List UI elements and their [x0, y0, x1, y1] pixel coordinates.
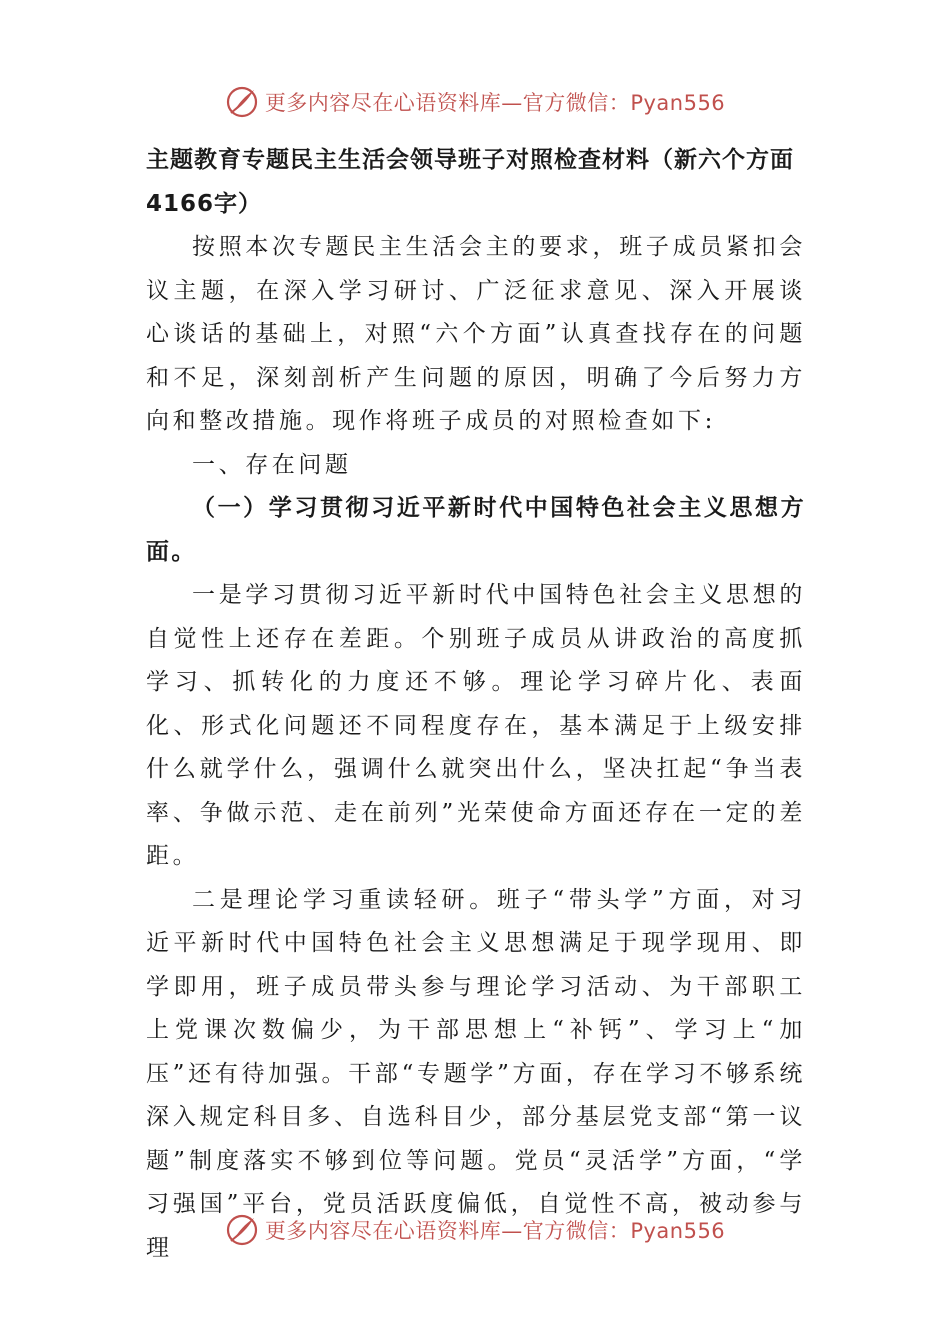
document-body [146, 138, 806, 1270]
intro-paragraph: 按照本次专题民主生活会主的要求，班子成员紧扣会议主题，在深入学习研讨、广泛征求意见、深入开展谈心谈话的基础上，对照“六个方面”认真查找存在的问题和不足，深刻剖析产生问题的原因，明确了今后努力方向和整改措施。现作将班子成员的对照检查如下: [146, 234, 806, 434]
subsection-heading: （一）学习贯彻习近平新时代中国特色社会主义思想方面。 [146, 495, 806, 565]
header-banner [0, 80, 950, 124]
banner-text: 更多内容尽在心语资料库—官方微信：Pyan556 [264, 91, 726, 115]
banner-text: 更多内容尽在心语资料库—官方微信：Pyan556 [264, 1219, 726, 1243]
wechat-id: Pyan556 [630, 91, 726, 115]
quill-in-circle-icon [225, 85, 259, 119]
footer-banner [0, 1208, 950, 1252]
quill-in-circle-icon [225, 1213, 259, 1247]
wechat-id: Pyan556 [630, 1219, 726, 1243]
document-title: 主题教育专题民主生活会领导班子对照检查材料（新六个方面4166字） [146, 147, 794, 217]
paragraph-2: 二是理论学习重读轻研。班子“带头学”方面，对习近平新时代中国特色社会主义思想满足于现学现用、即学即用，班子成员带头参与理论学习活动、为干部职工上党课次数偏少，为干部思想上“补钙”、学习上“加压”还有待加强。干部“专题学”方面，存在学习不够系统深入规定科目多、自选科目少，部分基层党支部“第一议题”制度落实不够到位等问题。党员“灵活学”方面，“学习强国”平台，党员活跃度偏低，自觉性不高，被动参与理 [146, 886, 806, 1261]
paragraph-1: 一是学习贯彻习近平新时代中国特色社会主义思想的自觉性上还存在差距。个别班子成员从讲政治的高度抓学习、抓转化的力度还不够。理论学习碎片化、表面化、形式化问题还不同程度存在，基本满足于上级安排什么就学什么，强调什么就突出什么，坚决扛起“争当表率、争做示范、走在前列”光荣使命方面还存在一定的差距。 [146, 582, 806, 869]
section-heading: 一、存在问题 [192, 451, 352, 478]
